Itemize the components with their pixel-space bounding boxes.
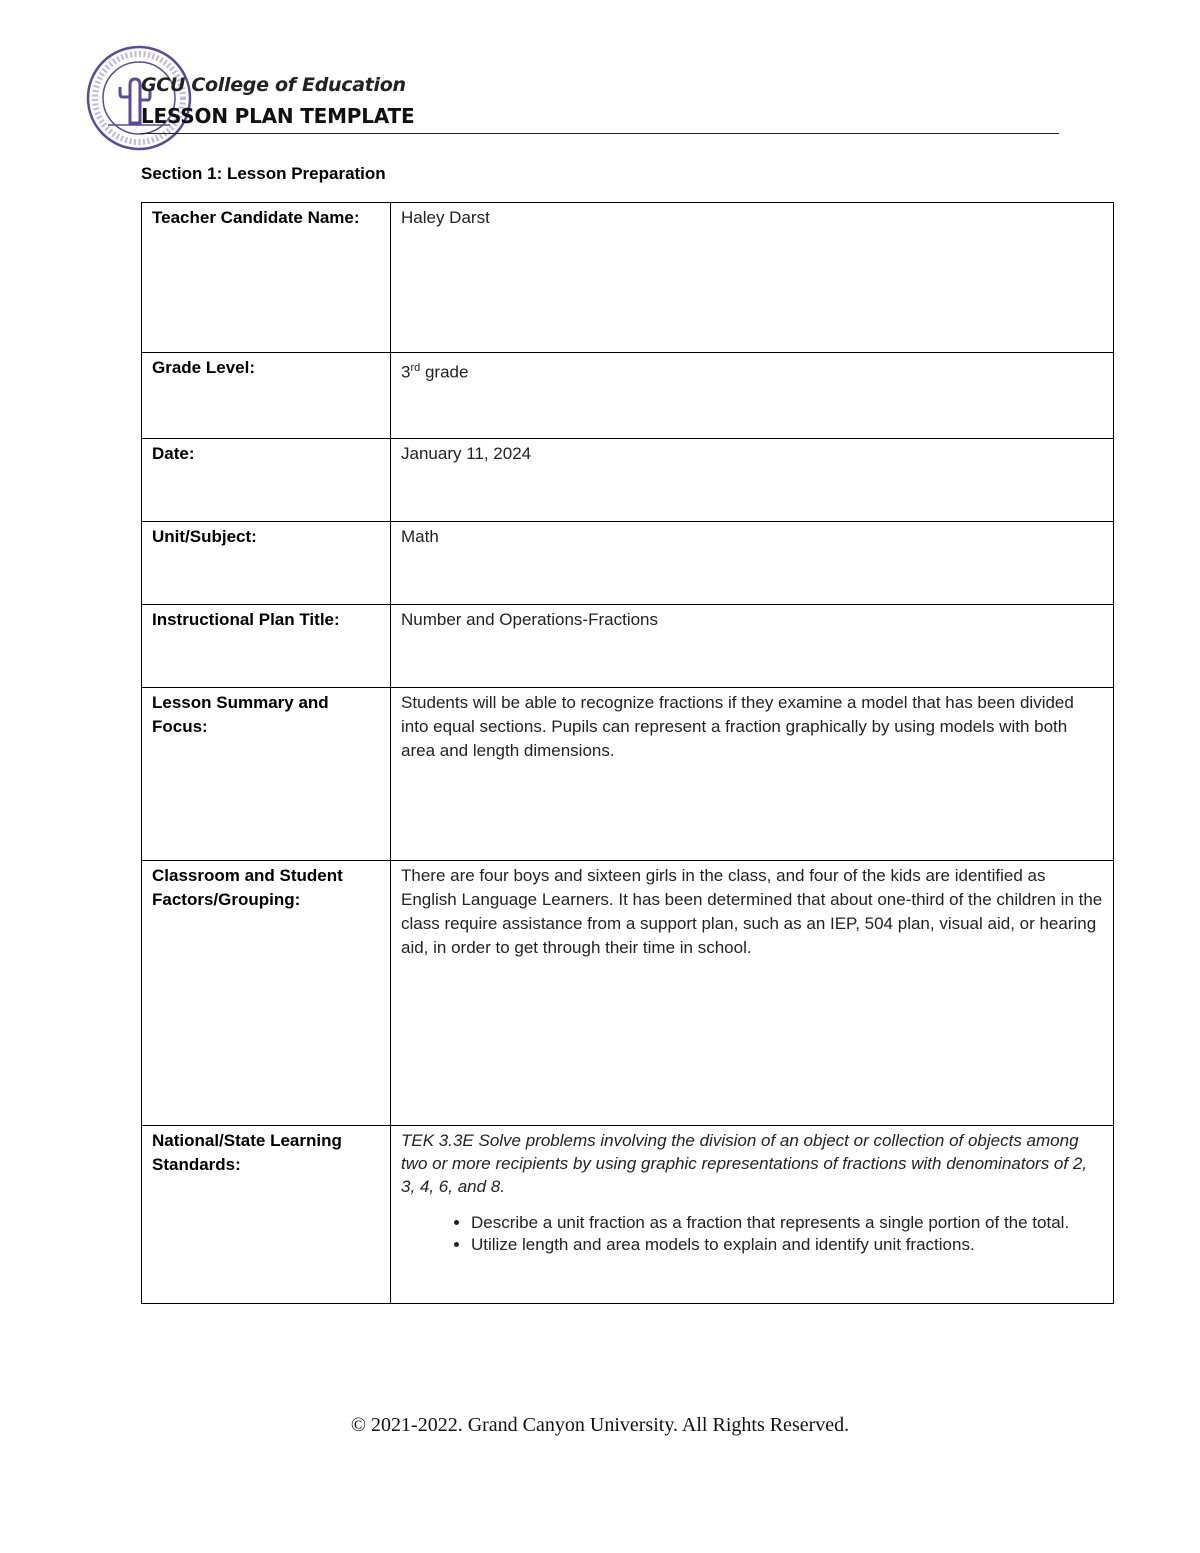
row-label: Unit/Subject:: [142, 522, 391, 605]
grade-number: 3: [401, 362, 411, 382]
table-row: [142, 605, 1114, 688]
lesson-preparation-table: [141, 202, 1114, 1304]
grade-suffix: rd: [410, 362, 421, 374]
row-label: Grade Level:: [142, 353, 391, 439]
list-item: • Describe a unit fraction as a fraction that represents a single portion of the total.: [471, 1212, 1103, 1234]
table-row: [142, 439, 1114, 522]
table-row: [142, 688, 1114, 861]
row-value: [391, 353, 1114, 439]
row-value: January 11, 2024: [391, 439, 1114, 522]
college-name: GCU College of Education: [141, 74, 406, 96]
list-item: • Utilize length and area models to explain and identify unit fractions.: [471, 1234, 1103, 1256]
row-label: Instructional Plan Title:: [142, 605, 391, 688]
table-row: [142, 353, 1114, 439]
row-label: Lesson Summary and Focus:: [142, 688, 391, 861]
section-title: Section 1: Lesson Preparation: [141, 164, 386, 183]
row-label: Teacher Candidate Name:: [142, 203, 391, 353]
row-label: Date:: [142, 439, 391, 522]
header-divider: [141, 133, 1059, 134]
standard-bullets: [401, 1212, 1103, 1256]
grade-word: grade: [420, 362, 469, 382]
row-label: Classroom and Student Factors/Grouping:: [142, 861, 391, 1126]
table-row: [142, 1126, 1114, 1304]
standard-text: TEK 3.3E Solve problems involving the division of an object or collection of objects among two or more recipients by using graphic representations of fractions with denominators of 2, 3, 4, 6, and 8.: [401, 1131, 1088, 1196]
row-value: There are four boys and sixteen girls in the class, and four of the kids are identified as English Language Learners. It has been determined that about one-third of the children in the class require assistance from a support plan, such as an IEP, 504 plan, visual aid, or hearing aid, in order to get through their time in school.: [391, 861, 1114, 1126]
table-row: [142, 861, 1114, 1126]
row-value: [391, 1126, 1114, 1304]
document-title: LESSON PLAN TEMPLATE: [141, 104, 415, 128]
row-label: National/State Learning Standards:: [142, 1126, 391, 1304]
row-value: Math: [391, 522, 1114, 605]
row-value: Students will be able to recognize fractions if they examine a model that has been divided into equal sections. Pupils can represent a fraction graphically by using models with both area and length dimensions.: [391, 688, 1114, 861]
row-value: Haley Darst: [391, 203, 1114, 353]
table-row: [142, 522, 1114, 605]
copyright-footer: © 2021-2022. Grand Canyon University. All Rights Reserved.: [350, 1414, 850, 1436]
row-value: Number and Operations-Fractions: [391, 605, 1114, 688]
university-seal-icon: [86, 45, 192, 151]
table-row: [142, 203, 1114, 353]
